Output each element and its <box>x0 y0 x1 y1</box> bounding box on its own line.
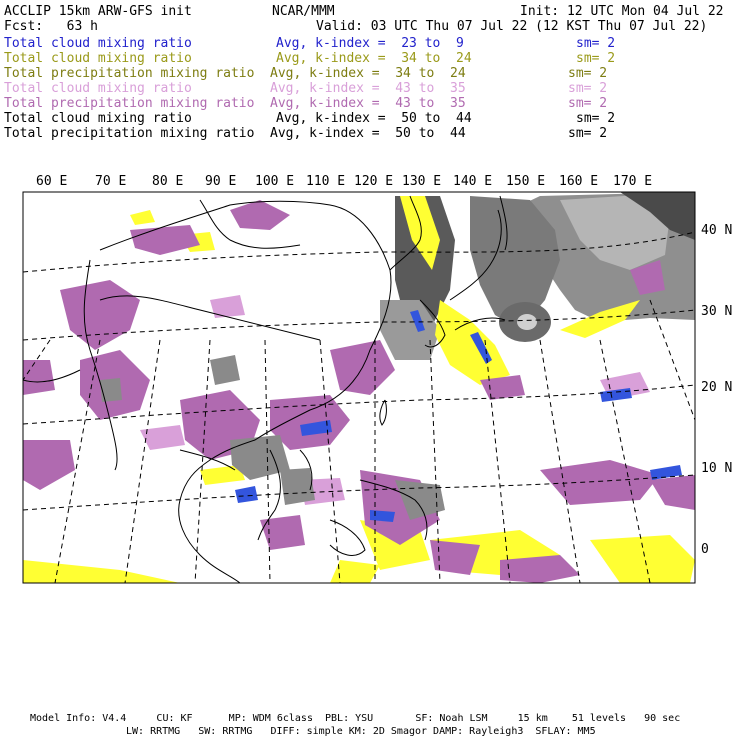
lon-label: 90 E <box>205 174 237 189</box>
lat-label: 30 N <box>701 304 733 319</box>
longitude-labels <box>36 174 652 189</box>
physics-info-line: LW: RRTMG SW: RRTMG DIFF: simple KM: 2D Smagor DAMP: Rayleigh3 SFLAY: MM5 <box>126 726 596 737</box>
field-row-sm: sm= 2 <box>576 51 616 66</box>
field-row-avg: Avg, k-index = 43 to 35 <box>270 81 466 96</box>
field-row-name: Total precipitation mixing ratio <box>4 66 255 81</box>
field-row-name: Total cloud mixing ratio <box>4 36 192 51</box>
field-row-avg: Avg, k-index = 50 to 44 <box>276 111 472 126</box>
field-row-sm: sm= 2 <box>576 36 616 51</box>
field-row-name: Total cloud mixing ratio <box>4 81 192 96</box>
field-row-name: Total precipitation mixing ratio <box>4 126 255 141</box>
model-info-line: Model Info: V4.4 CU: KF MP: WDM 6class PBL: YSU SF: Noah LSM 15 km 51 levels 90 sec <box>30 713 681 724</box>
lon-label: 70 E <box>95 174 127 189</box>
field-row-sm: sm= 2 <box>576 111 616 126</box>
lon-label: 80 E <box>152 174 184 189</box>
org-label: NCAR/MMM <box>272 4 335 19</box>
lon-label: 100 E <box>255 174 295 189</box>
lon-label: 130 E <box>402 174 442 189</box>
lat-label: 0 <box>701 542 709 557</box>
lon-label: 140 E <box>453 174 493 189</box>
field-row-avg: Avg, k-index = 50 to 44 <box>270 126 466 141</box>
field-row-avg: Avg, k-index = 34 to 24 <box>276 51 472 66</box>
init-time: Init: 12 UTC Mon 04 Jul 22 <box>520 4 724 19</box>
field-row-name: Total cloud mixing ratio <box>4 111 192 126</box>
model-title: ACCLIP 15km ARW-GFS init <box>4 4 192 19</box>
field-row-avg: Avg, k-index = 43 to 35 <box>270 96 466 111</box>
valid-time: Valid: 03 UTC Thu 07 Jul 22 (12 KST Thu 07 Jul 22) <box>316 19 708 34</box>
lon-label: 110 E <box>306 174 346 189</box>
lat-label: 20 N <box>701 380 733 395</box>
lon-label: 150 E <box>506 174 546 189</box>
lat-label: 10 N <box>701 461 733 476</box>
field-row-avg: Avg, k-index = 34 to 24 <box>270 66 466 81</box>
map-panel <box>23 192 695 583</box>
field-row-sm: sm= 2 <box>568 66 608 81</box>
lon-label: 160 E <box>559 174 599 189</box>
field-row-name: Total precipitation mixing ratio <box>4 96 255 111</box>
field-row-sm: sm= 2 <box>568 81 608 96</box>
forecast-hour: Fcst: 63 h <box>4 19 98 34</box>
lon-label: 120 E <box>354 174 394 189</box>
field-row-avg: Avg, k-index = 23 to 9 <box>276 36 464 51</box>
lon-label: 170 E <box>613 174 653 189</box>
lon-label: 60 E <box>36 174 68 189</box>
field-row-sm: sm= 2 <box>568 96 608 111</box>
latitude-labels <box>701 223 732 557</box>
lat-label: 40 N <box>701 223 733 238</box>
field-row-sm: sm= 2 <box>568 126 608 141</box>
field-row-name: Total cloud mixing ratio <box>4 51 192 66</box>
